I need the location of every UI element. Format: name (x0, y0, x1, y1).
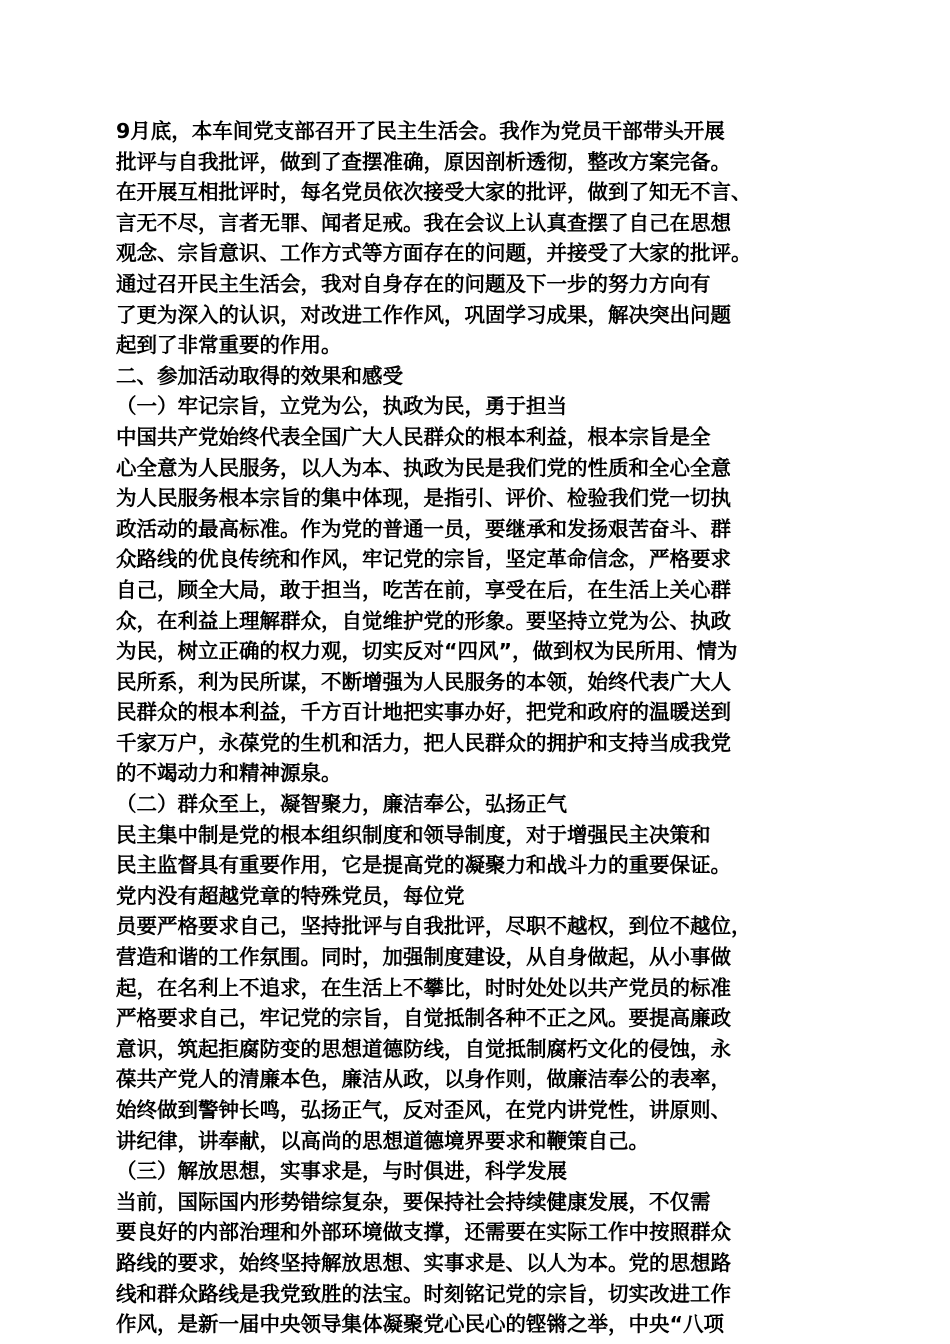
text-line: 始终做到警钟长鸣，弘扬正气，反对歪风，在党内讲党性，讲原则、 (116, 1098, 731, 1122)
text-line: 作风，是新一届中央领导集体凝聚党心民心的铿锵之举，中央“八项 (116, 1312, 724, 1337)
body-text (116, 116, 856, 1340)
text-line: 通过召开民主生活会，我对自身存在的问题及下一步的努力方向有 (116, 271, 711, 296)
text-line: 葆共产党人的清廉本色，廉洁从政，以身作则，做廉洁奉公的表率， (116, 1067, 731, 1092)
text-line: 自己，顾全大局，敢于担当，吃苦在前，享受在后，在生活上关心群 (116, 577, 731, 602)
text-line: 千家万户，永葆党的生机和活力，把人民群众的拥护和支持当成我党 (116, 730, 731, 755)
text-line: 民所系，利为民所谋，不断增强为人民服务的本领，始终代表广大人 (116, 669, 731, 694)
text-line: 心全意为人民服务，以人为本、执政为民是我们党的性质和全心全意 (116, 455, 731, 480)
text-line: 众，在利益上理解群众，自觉维护党的形象。要坚持立党为公、执政 (116, 608, 731, 633)
text-line: 为民，树立正确的权力观，切实反对“四风”，做到权为民所用、情为 (116, 639, 738, 664)
text-line: 9月底，本车间党支部召开了民主生活会。我作为党员干部带头开展 (116, 119, 725, 143)
text-line: 众路线的优良传统和作风，牢记党的宗旨，坚定革命信念，严格要求 (116, 547, 731, 572)
text-line: （三）解放思想，实事求是，与时俱进，科学发展 (116, 1159, 567, 1184)
text-line: 民群众的根本利益，千方百计地把实事办好，把党和政府的温暖送到 (116, 700, 731, 725)
text-line: 民主集中制是党的根本组织制度和领导制度，对于增强民主决策和 (116, 822, 711, 847)
text-line: 了更为深入的认识，对改进工作作风，巩固学习成果，解决突出问题 (116, 302, 731, 327)
text-line: （一）牢记宗旨，立党为公，执政为民，勇于担当 (116, 394, 567, 419)
text-line: 观念、宗旨意识、工作方式等方面存在的问题，并接受了大家的批评。 (116, 241, 752, 266)
text-line: 中国共产党始终代表全国广大人民群众的根本利益，根本宗旨是全 (116, 424, 711, 449)
text-line: 意识，筑起拒腐防变的思想道德防线，自觉抵制腐朽文化的侵蚀，永 (116, 1036, 731, 1061)
text-line: 政活动的最高标准。作为党的普通一员，要继承和发扬艰苦奋斗、群 (116, 516, 731, 541)
text-line: 党内没有超越党章的特殊党员，每位党 (116, 883, 465, 908)
text-line: 营造和谐的工作氛围。同时，加强制度建设，从自身做起，从小事做 (116, 945, 731, 970)
text-line: 当前，国际国内形势错综复杂，要保持社会持续健康发展，不仅需 (116, 1189, 711, 1214)
text-line: 为人民服务根本宗旨的集中体现，是指引、评价、检验我们党一切执 (116, 486, 731, 511)
text-line: 的不竭动力和精神源泉。 (116, 761, 342, 786)
text-line: 言无不尽，言者无罪、闻者足戒。我在会议上认真查摆了自己在思想 (116, 210, 731, 235)
text-line: 要良好的内部治理和外部环境做支撑，还需要在实际工作中按照群众 (116, 1220, 731, 1245)
text-line: 在开展互相批评时，每名党员依次接受大家的批评，做到了知无不言、 (116, 180, 752, 205)
text-line: 线和群众路线是我党致胜的法宝。时刻铭记党的宗旨，切实改进工作 (116, 1281, 731, 1306)
text-line: 路线的要求，始终坚持解放思想、实事求是、以人为本。党的思想路 (116, 1250, 731, 1275)
text-line: 民主监督具有重要作用，它是提高党的凝聚力和战斗力的重要保证。 (116, 853, 731, 878)
text-line: 员要严格要求自己，坚持批评与自我批评，尽职不越权，到位不越位， (116, 914, 752, 939)
text-line: 批评与自我批评，做到了查摆准确，原因剖析透彻，整改方案完备。 (116, 149, 731, 174)
text-line: 起到了非常重要的作用。 (116, 333, 342, 358)
text-line: 起，在名利上不追求，在生活上不攀比，时时处处以共产党员的标准 (116, 975, 731, 1000)
text-line: 严格要求自己，牢记党的宗旨，自觉抵制各种不正之风。要提高廉政 (116, 1006, 731, 1031)
text-line: 二、参加活动取得的效果和感受 (116, 363, 403, 388)
text-line: 讲纪律，讲奉献，以高尚的思想道德境界要求和鞭策自己。 (116, 1128, 649, 1153)
text-line: （二）群众至上，凝智聚力，廉洁奉公，弘扬正气 (116, 792, 567, 817)
